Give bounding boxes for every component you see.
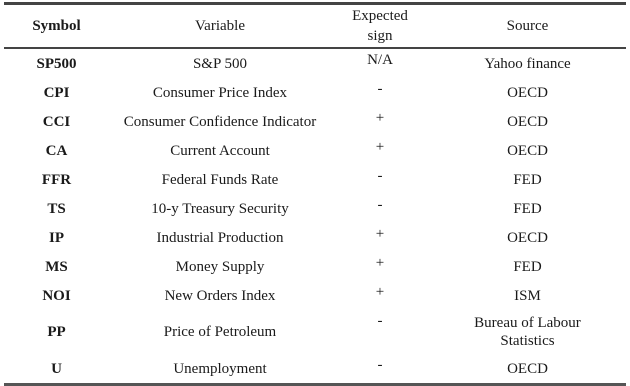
cell-symbol: CPI — [43, 84, 70, 101]
cell-variable: Unemployment — [173, 360, 267, 377]
cell-symbol: TS — [47, 200, 66, 217]
table-row — [4, 78, 626, 107]
table-row — [4, 194, 626, 223]
cell-source: OECD — [507, 229, 548, 246]
cell-sign: - — [377, 313, 383, 329]
cell-source: OECD — [507, 113, 548, 130]
cell-sign: + — [375, 110, 385, 126]
header-source: Source — [506, 18, 549, 34]
cell-variable: Industrial Production — [156, 229, 284, 246]
cell-symbol: MS — [45, 258, 68, 275]
table-row — [4, 223, 626, 252]
cell-symbol: IP — [49, 229, 64, 246]
cell-sign: - — [377, 168, 383, 184]
cell-source: ISM — [514, 287, 541, 304]
cell-symbol: U — [51, 360, 62, 377]
cell-variable: 10-y Treasury Security — [151, 200, 289, 217]
cell-symbol: SP500 — [36, 55, 77, 72]
table-row — [4, 310, 626, 354]
cell-source: FED — [513, 171, 542, 188]
cell-source: OECD — [507, 142, 548, 159]
cell-variable: New Orders Index — [164, 287, 276, 304]
table-row — [4, 107, 626, 136]
cell-symbol: NOI — [42, 287, 71, 304]
table-row — [4, 136, 626, 165]
cell-variable: Price of Petroleum — [163, 324, 277, 340]
table-row — [4, 252, 626, 281]
cell-source: OECD — [507, 360, 548, 377]
header-variable: Variable — [195, 18, 245, 34]
cell-sign: + — [375, 284, 385, 300]
cell-variable: Money Supply — [175, 258, 265, 275]
cell-symbol: FFR — [41, 171, 72, 188]
table-row — [4, 48, 626, 78]
cell-source: FED — [513, 200, 542, 217]
cell-sign: + — [375, 226, 385, 242]
cell-sign: + — [375, 255, 385, 271]
cell-symbol: CA — [45, 142, 68, 159]
cell-source: Yahoo finance — [484, 55, 571, 72]
cell-sign: - — [377, 81, 383, 97]
cell-sign: N/A — [367, 52, 393, 68]
table-row — [4, 281, 626, 310]
header-symbol: Symbol — [32, 18, 81, 34]
cell-symbol: CCI — [42, 113, 71, 130]
cell-source-line2: Statistics — [500, 333, 555, 349]
table-row — [4, 354, 626, 385]
table-row — [4, 165, 626, 194]
cell-sign: + — [375, 139, 385, 155]
cell-variable: Consumer Price Index — [152, 84, 288, 101]
cell-sign: - — [377, 357, 383, 373]
cell-source: OECD — [507, 84, 548, 101]
header-expected-sign — [331, 4, 429, 49]
cell-source-line1: Bureau of Labour — [474, 315, 581, 331]
cell-sign: - — [377, 197, 383, 213]
cell-variable: Current Account — [170, 142, 270, 159]
table-header-row — [4, 4, 626, 49]
cell-variable: Federal Funds Rate — [161, 171, 279, 188]
cell-symbol: PP — [47, 324, 66, 340]
header-expected-sign-line1: Expected — [352, 8, 408, 24]
cell-source — [429, 310, 626, 354]
cell-variable: S&P 500 — [192, 55, 248, 72]
variables-table — [4, 2, 626, 386]
cell-source: FED — [513, 258, 542, 275]
cell-variable: Consumer Confidence Indicator — [123, 113, 317, 130]
header-expected-sign-line2: sign — [367, 28, 393, 44]
